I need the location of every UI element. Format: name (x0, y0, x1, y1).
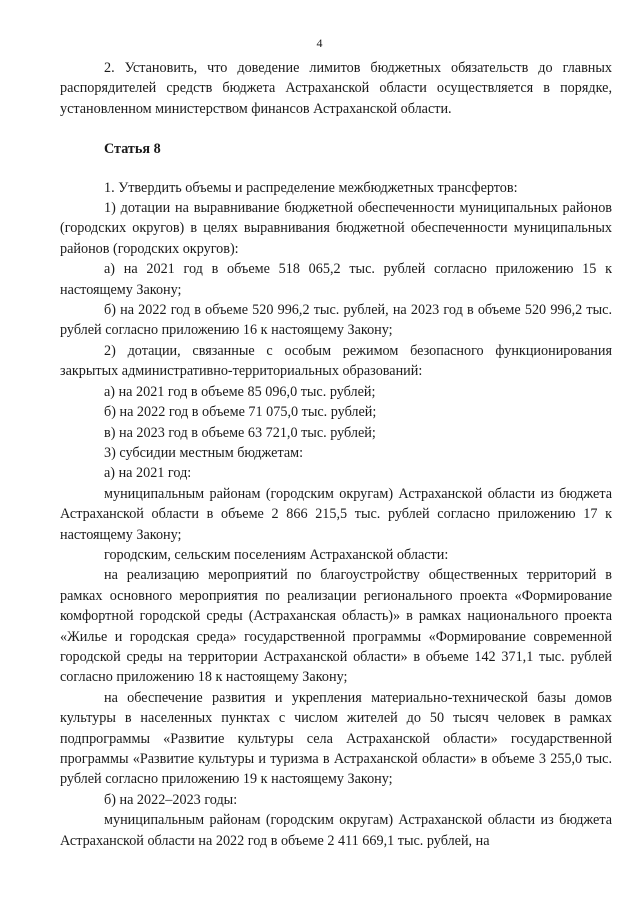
paragraph-2023-closed-territories: в) на 2023 год в объеме 63 721,0 тыс. рублей; (104, 424, 376, 441)
paragraph-2021-equalization: а) на 2021 год в объеме 518 065,2 тыс. рублей согласно приложению 15 к настоящему Закону; (60, 261, 612, 298)
paragraph-equalization-grants: 1) дотации на выравнивание бюджетной обеспеченности муниципальных районов (городских округов) в целях выравнивания бюджетной обеспеченности муниципальных районов (городских округов): (60, 200, 612, 257)
paragraph-municipal-districts-2022: муниципальным районам (городским округам) Астраханской области из бюджета Астраханской области на 2022 год в объеме 2 411 669,1 тыс. рублей, на (60, 812, 612, 849)
paragraph-2022-2023-equalization: б) на 2022 год в объеме 520 996,2 тыс. рублей, на 2023 год в объеме 520 996,2 тыс. рублей согласно приложению 16 к настоящему Закону; (60, 302, 612, 339)
paragraph-municipal-districts-2021: муниципальным районам (городским округам) Астраханской области из бюджета Астраханской области в объеме 2 866 215,5 тыс. рублей согласно приложению 17 к настоящему Закону; (60, 485, 612, 543)
paragraph-limits: 2. Установить, что доведение лимитов бюджетных обязательств до главных распорядителей средств бюджета Астраханской области осуществляется в порядке, установленном министерством финансов Астраханской области. (60, 60, 612, 117)
paragraph-2021-closed-territories: а) на 2021 год в объеме 85 096,0 тыс. рублей; (104, 383, 376, 400)
paragraph-culture-houses: на обеспечение развития и укрепления материально-технической базы домов культуры в населенных пунктах с числом жителей до 50 тысяч человек в рамках подпрограммы «Развитие культуры села Астраханской области» государственной программы «Развитие культуры и туризма в Астраханской области» в объеме 3 255,0 тыс. рублей согласно приложению 19 к настоящему Закону; (60, 689, 612, 788)
page-number: 4 (316, 36, 323, 50)
paragraph-2022-closed-territories: б) на 2022 год в объеме 71 075,0 тыс. рублей; (104, 404, 377, 421)
paragraph-subsidies: 3) субсидии местным бюджетам: (104, 444, 304, 461)
article-heading: Статья 8 (104, 141, 161, 158)
paragraph-urban-environment: на реализацию мероприятий по благоустройству общественных территорий в рамках основного мероприятия по реализации регионального проекта «Формирование комфортной городской среды (Астраханская область)» в рамках национального проекта «Жилье и городская среда» государственной программы «Формирование современной городской среды на территории Астраханской области» в объеме 142 371,1 тыс. рублей согласно приложению 18 к настоящему Закону; (60, 567, 612, 686)
paragraph-subsidies-2021: а) на 2021 год: (104, 465, 192, 482)
document-body (60, 58, 612, 851)
paragraph-approve-transfers: 1. Утвердить объемы и распределение межбюджетных трансфертов: (104, 179, 518, 196)
paragraph-closed-territories-grants: 2) дотации, связанные с особым режимом безопасного функционирования закрытых административно-территориальных образований: (60, 342, 612, 380)
paragraph-subsidies-2022-2023: б) на 2022–2023 годы: (104, 791, 238, 808)
paragraph-settlements: городским, сельским поселениям Астраханской области: (104, 546, 449, 563)
